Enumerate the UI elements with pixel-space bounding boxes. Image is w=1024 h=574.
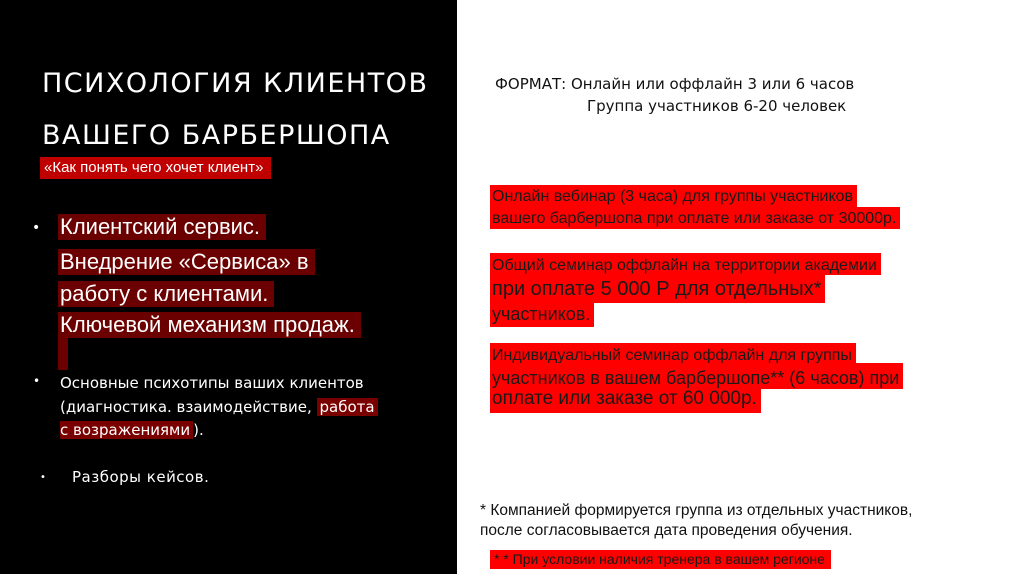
offer2-line: Общий семинар оффлайн на территории академии — [490, 253, 881, 275]
bullet3-text: Разборы кейсов. — [72, 468, 210, 486]
slide-subtitle: «Как понять чего хочет клиент» — [40, 157, 271, 179]
offer2-line: участников. — [490, 303, 594, 327]
bullet-icon: • — [40, 472, 46, 483]
offer1-line: Онлайн вебинар (3 часа) для группы участников — [490, 185, 857, 207]
bullet2-text: ). — [193, 421, 204, 439]
format-line1: ФОРМАТ: Онлайн или оффлайн 3 или 6 часов — [495, 75, 855, 93]
bullet2-highlight: с возражениями — [60, 421, 193, 439]
bullet-icon: • — [32, 220, 41, 236]
bullet2-text: (диагностика. взаимодействие, — [60, 398, 317, 416]
footnote-line2: после согласовывается дата проведения обучения. — [480, 522, 853, 539]
bullet2-highlight: работа — [317, 398, 378, 416]
offer2-line: при оплате 5 000 Р для отдельных* — [490, 275, 825, 303]
bullet2-line2 — [60, 398, 378, 416]
bullet2-line3 — [60, 421, 204, 439]
slide-title-line2: ВАШЕГО БАРБЕРШОПА — [42, 120, 391, 151]
bullet1-line: работу с клиентами. — [58, 281, 274, 307]
bullet1-line: Ключевой механизм продаж. — [58, 312, 361, 338]
bullet2-line1: Основные психотипы ваших клиентов — [60, 374, 364, 392]
footnote-regional: * * При условии наличия тренера в вашем регионе — [490, 550, 831, 569]
offer3-line: оплате или заказе от 60 000р. — [490, 389, 761, 413]
offer1-line: вашего барбершопа при оплате или заказе от 30000р. — [490, 207, 900, 229]
bullet1-line: Внедрение «Сервиса» в — [58, 249, 315, 275]
highlight-decoration — [58, 338, 68, 370]
format-line2: Группа участников 6-20 человек — [587, 97, 847, 115]
footnote-line1: * Компанией формируется группа из отдельных участников, — [480, 502, 913, 519]
bullet1-line: Клиентский сервис. — [58, 214, 266, 240]
slide-title-line1: ПСИХОЛОГИЯ КЛИЕНТОВ — [42, 68, 429, 99]
bullet-icon: • — [33, 374, 41, 388]
offer3-line: участников в вашем барбершопе** (6 часов) при — [490, 363, 903, 389]
offer3-line: Индивидуальный семинар оффлайн для группы — [490, 343, 856, 363]
